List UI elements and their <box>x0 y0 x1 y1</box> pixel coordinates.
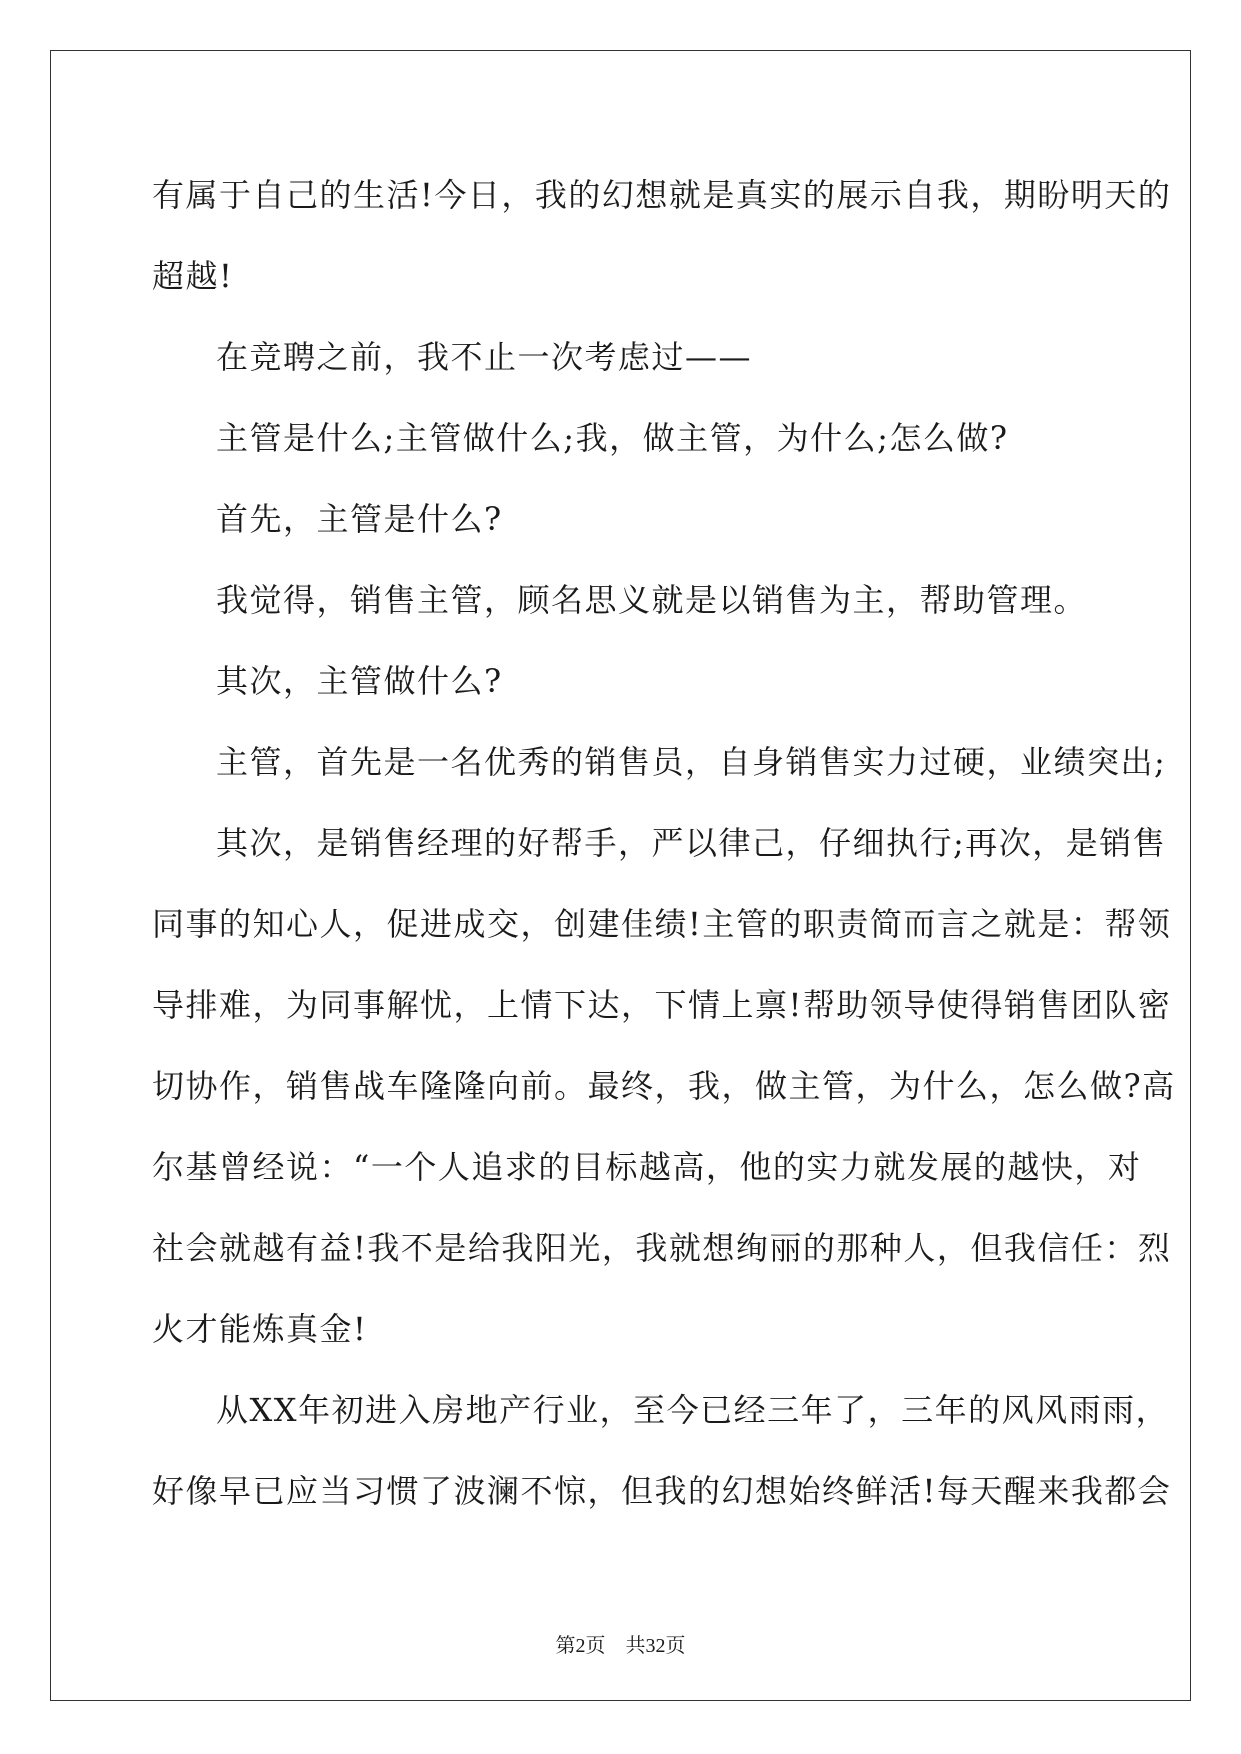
text-line-2: 超越! <box>152 257 234 295</box>
text-line-13: 尔基曾经说：“一个人追求的目标越高，他的实力就发展的越快，对 <box>152 1148 1142 1186</box>
text-line-4: 主管是什么;主管做什么;我，做主管，为什么;怎么做? <box>216 419 1009 457</box>
document-body <box>152 155 1176 1532</box>
text-line-6: 我觉得，销售主管，顾名思义就是以销售为主，帮助管理。 <box>216 581 1088 619</box>
text-line-16: 从XX年初进入房地产行业，至今已经三年了，三年的风风雨雨， <box>216 1391 1170 1429</box>
text-line-10: 同事的知心人，促进成交，创建佳绩!主管的职责简而言之就是：帮领 <box>152 905 1172 943</box>
text-line-17: 好像早已应当习惯了波澜不惊，但我的幻想始终鲜活!每天醒来我都会 <box>152 1472 1172 1510</box>
text-line-3: 在竞聘之前，我不止一次考虑过—— <box>216 338 753 376</box>
text-line-15: 火才能炼真金! <box>152 1310 368 1348</box>
text-line-1: 有属于自己的生活!今日，我的幻想就是真实的展示自我，期盼明天的 <box>152 176 1172 214</box>
text-line-8: 主管，首先是一名优秀的销售员，自身销售实力过硬，业绩突出; <box>216 743 1167 781</box>
text-line-5: 首先，主管是什么? <box>216 500 503 538</box>
text-line-9: 其次，是销售经理的好帮手，严以律己，仔细执行;再次，是销售 <box>216 824 1167 862</box>
text-line-11: 导排难，为同事解忧，上情下达，下情上禀!帮助领导使得销售团队密 <box>152 986 1172 1024</box>
text-line-7: 其次，主管做什么? <box>216 662 503 700</box>
text-line-12: 切协作，销售战车隆隆向前。最终，我，做主管，为什么，怎么做?高 <box>152 1067 1176 1105</box>
page-number-footer: 第2页 共32页 <box>555 1635 686 1657</box>
text-line-14: 社会就越有益!我不是给我阳光，我就想绚丽的那种人，但我信任：烈 <box>152 1229 1172 1267</box>
